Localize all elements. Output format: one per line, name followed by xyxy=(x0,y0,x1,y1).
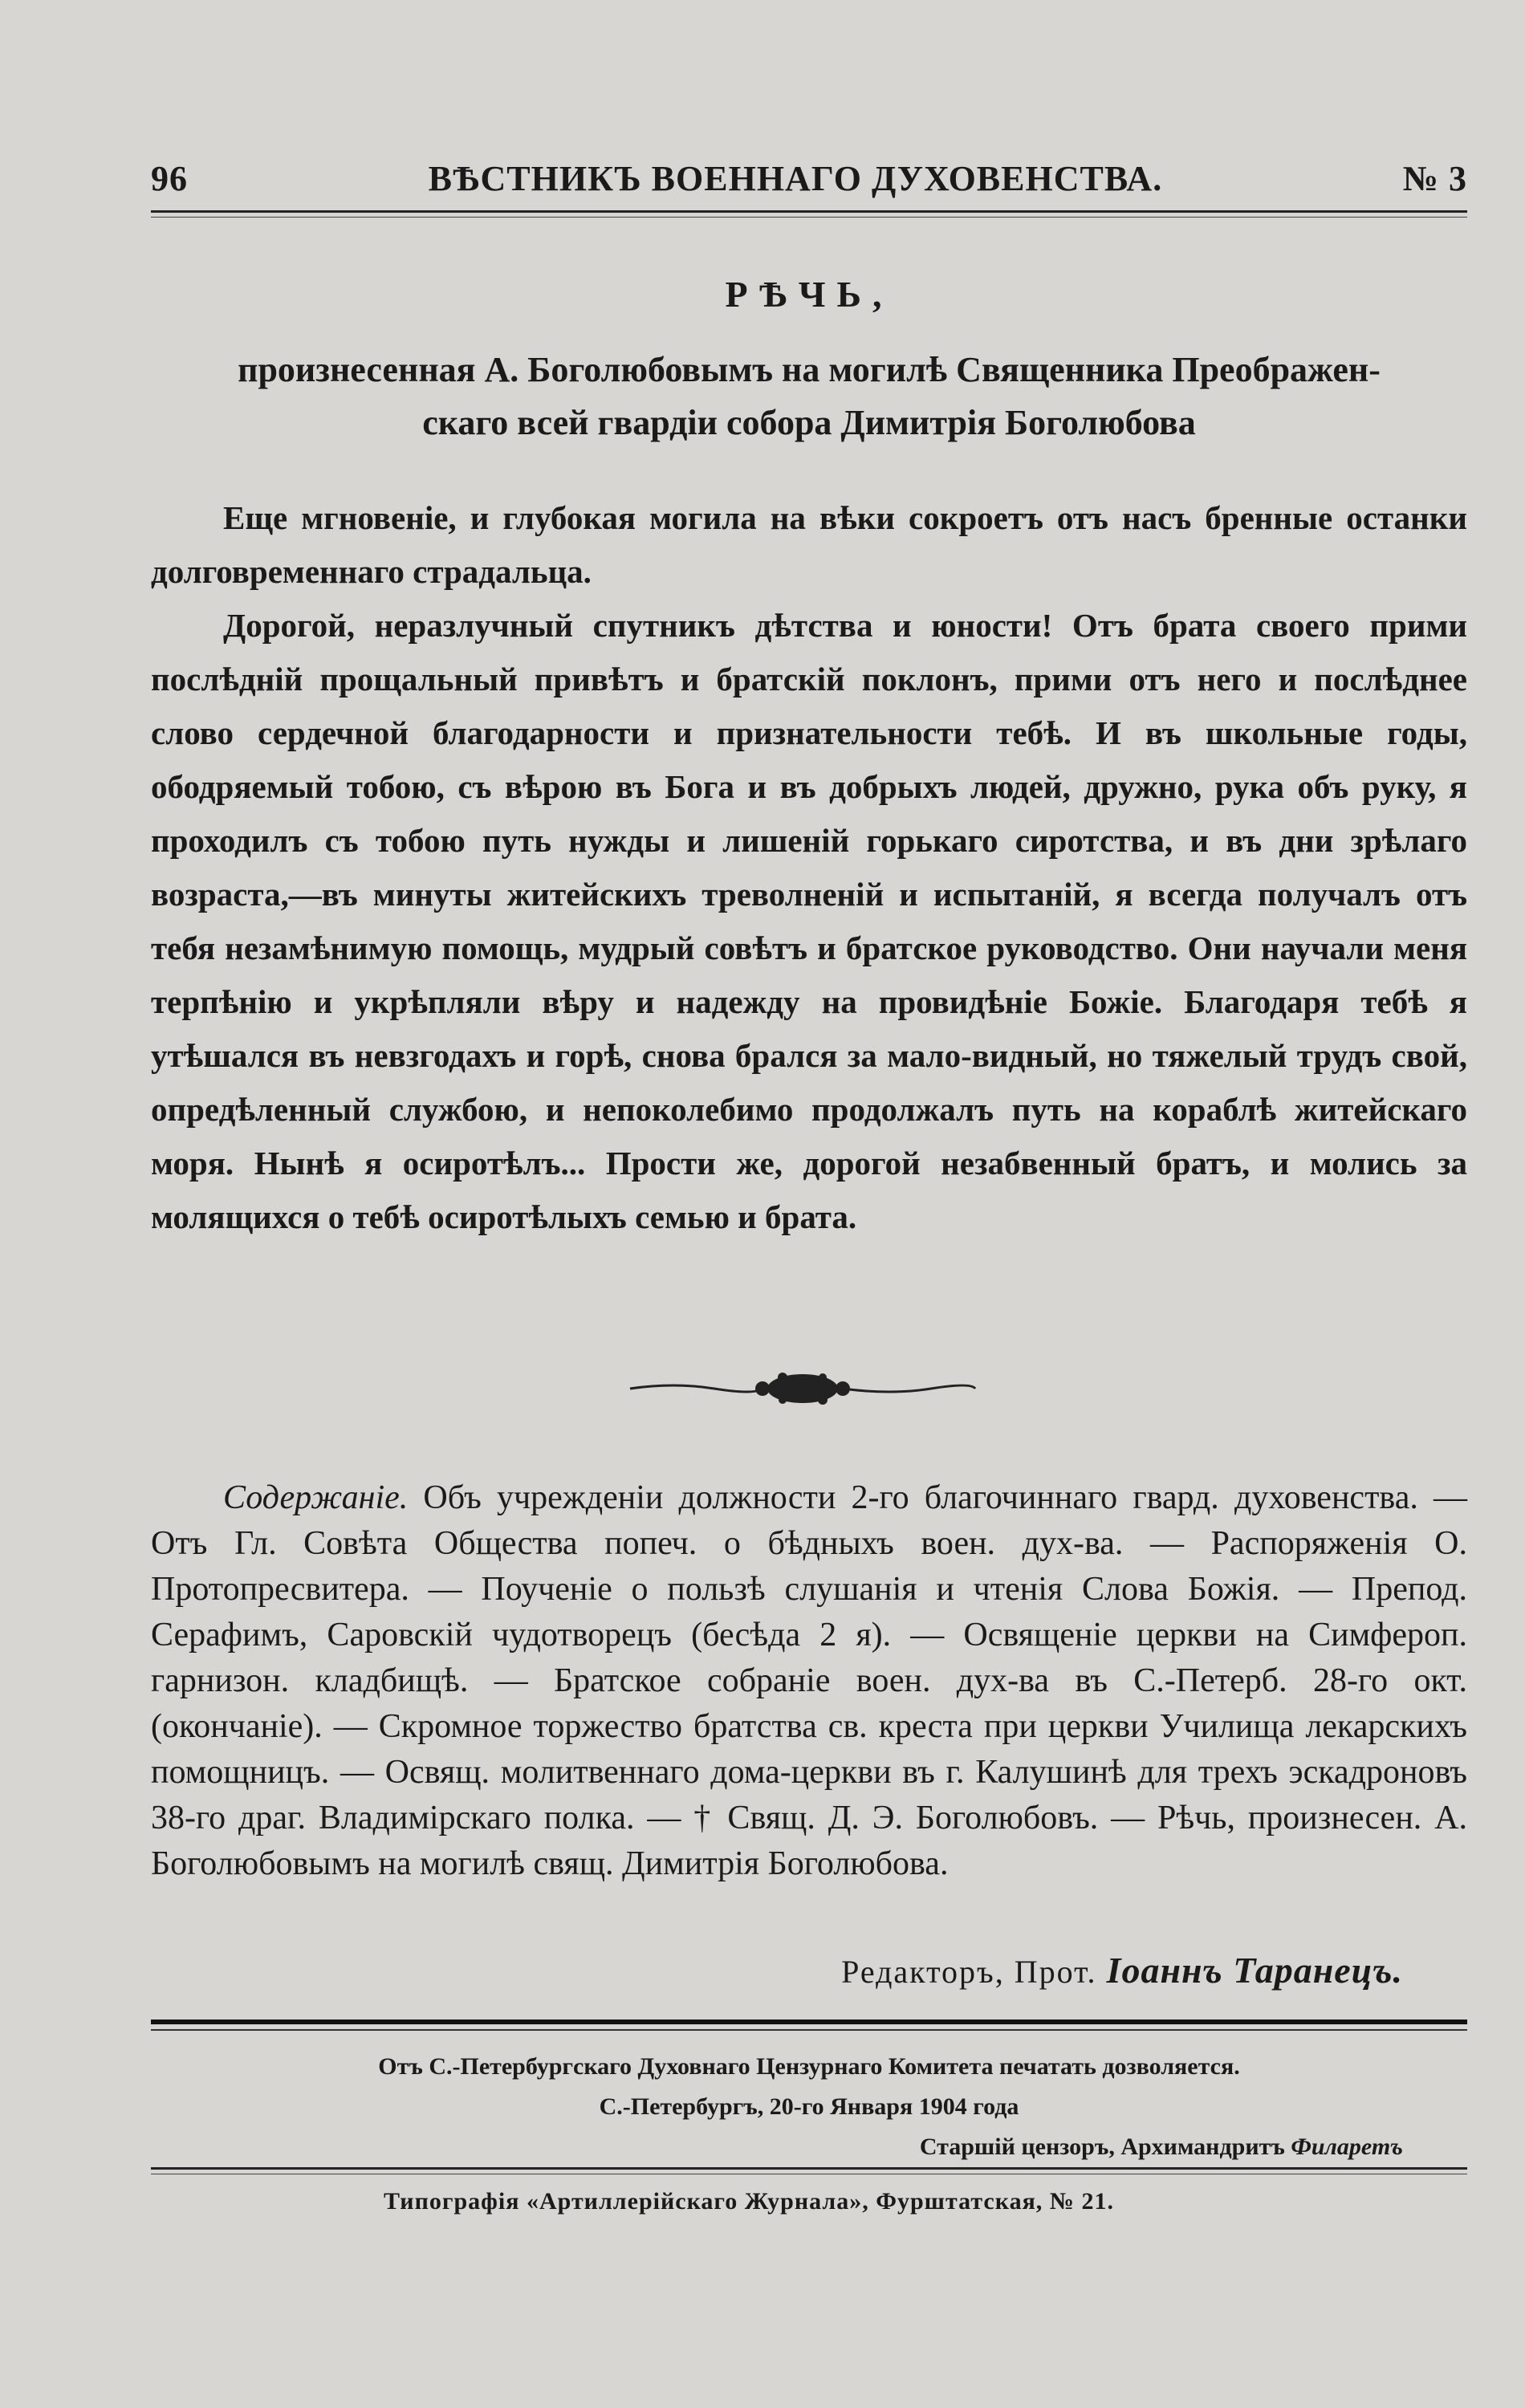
speech-title: РѢЧЬ, xyxy=(725,274,893,315)
page-number: 96 xyxy=(151,159,188,198)
editor-name: Іоаннъ Таранецъ. xyxy=(1106,1950,1403,1991)
printer-imprint: Типографія «Артиллерійскаго Журнала», Фурштатская, № 21. xyxy=(384,2188,1114,2215)
speech-subtitle xyxy=(151,344,1467,449)
speech-subtitle-line: произнесенная А. Боголюбовымъ на могилѣ Священника Преображен- xyxy=(238,350,1381,389)
censor-title: Старшій цензоръ, Архимандритъ xyxy=(919,2133,1285,2160)
speech-paragraph: Дорогой, неразлучный спутникъ дѣтства и юности! Отъ брата своего прими послѣдній прощальный привѣтъ и братскій поклонъ, прими отъ него и послѣднее слово сердечной благодарности и признательности тебѣ. И въ школьные годы, ободряемый тобою, съ вѣрою въ Бога и въ добрыхъ людей, дружно, рука объ руку, я проходилъ съ тобою путь нужды и лишеній горькаго сиротства, и въ дни зрѣлаго возраста,—въ минуты житейскихъ треволненій и испытаній, я всегда получалъ отъ тебя незамѣнимую помощь, мудрый совѣтъ и братское руководство. Они научали меня терпѣнію и укрѣпляли вѣру и надежду на провидѣніе Божіе. Благодаря тебѣ я утѣшался въ невзгодахъ и горѣ, снова брался за мало-видный, но тяжелый трудъ свой, опредѣленный службою, и непоколебимо продолжалъ путь на кораблѣ житейскаго моря. Нынѣ я осиротѣлъ... Прости же, дорогой незабвенный братъ, и молись за молящихся о тебѣ осиротѣлыхъ семью и брата. xyxy=(151,607,1467,1235)
issue-number: № 3 xyxy=(1402,159,1467,198)
running-header xyxy=(151,143,1467,199)
header-rule-thin xyxy=(151,217,1467,218)
speech-body xyxy=(151,491,1467,1244)
table-of-contents xyxy=(151,1475,1467,1887)
contents-text: Объ учрежденіи должности 2-го благочиннаго гвард. духовенства. — Отъ Гл. Совѣта Общества попеч. о бѣдныхъ воен. дух-ва. — Распоряженія О. Протопресвитера. — Поученіе о пользѣ слушанія и чтенія Слова Божія. — Препод. Серафимъ, Саровскій чудотворецъ (бесѣда 2 я). — Освященіе церкви на Симфероп. гарнизон. кладбищѣ. — Братское собраніе воен. дух-ва въ С.-Петерб. 28-го окт. (окончаніе). — Скромное торжество братства св. креста при церкви Училища лекарскихъ помощницъ. — Освящ. молитвеннаго дома-церкви въ г. Калушинѣ для трехъ эскадроновъ 38-го драг. Владимірскаго полка. — † Свящ. Д. Э. Боголюбовъ. — Рѣчь, произнесен. А. Боголюбовымъ на могилѣ свящ. Димитрія Боголюбова. xyxy=(151,1479,1467,1882)
bottom-rule xyxy=(151,2167,1467,2170)
speech-subtitle-line: скаго всей гвардіи собора Димитрія Боголюбова xyxy=(422,403,1196,442)
censor-line: Отъ С.-Петербургскаго Духовнаго Цензурнаго Комитета печатать дозволяется. xyxy=(378,2053,1240,2080)
footer-rule xyxy=(151,2020,1467,2024)
censor-date: С.-Петербургъ, 20-го Января 1904 года xyxy=(599,2093,1019,2120)
censor-name: Филаретъ xyxy=(1291,2133,1403,2160)
contents-label: Содержаніе. xyxy=(223,1479,409,1516)
editor-line xyxy=(151,1949,1403,1991)
editor-prefix: Редакторъ, Прот. xyxy=(841,1954,1097,1990)
speech-paragraph: Еще мгновеніе, и глубокая могила на вѣки сокроетъ отъ насъ бренные останки долговременнаго страдальца. xyxy=(151,499,1467,590)
journal-title: ВѢСТНИКЪ ВОЕННАГО ДУХОВЕНСТВА. xyxy=(428,159,1163,198)
footer-rule-thin xyxy=(151,2029,1467,2031)
header-rule xyxy=(151,210,1467,213)
contents-paragraph xyxy=(151,1475,1467,1887)
ornament-divider xyxy=(626,1365,979,1413)
censor-signature xyxy=(151,2127,1467,2167)
censor-approval xyxy=(151,2047,1467,2167)
